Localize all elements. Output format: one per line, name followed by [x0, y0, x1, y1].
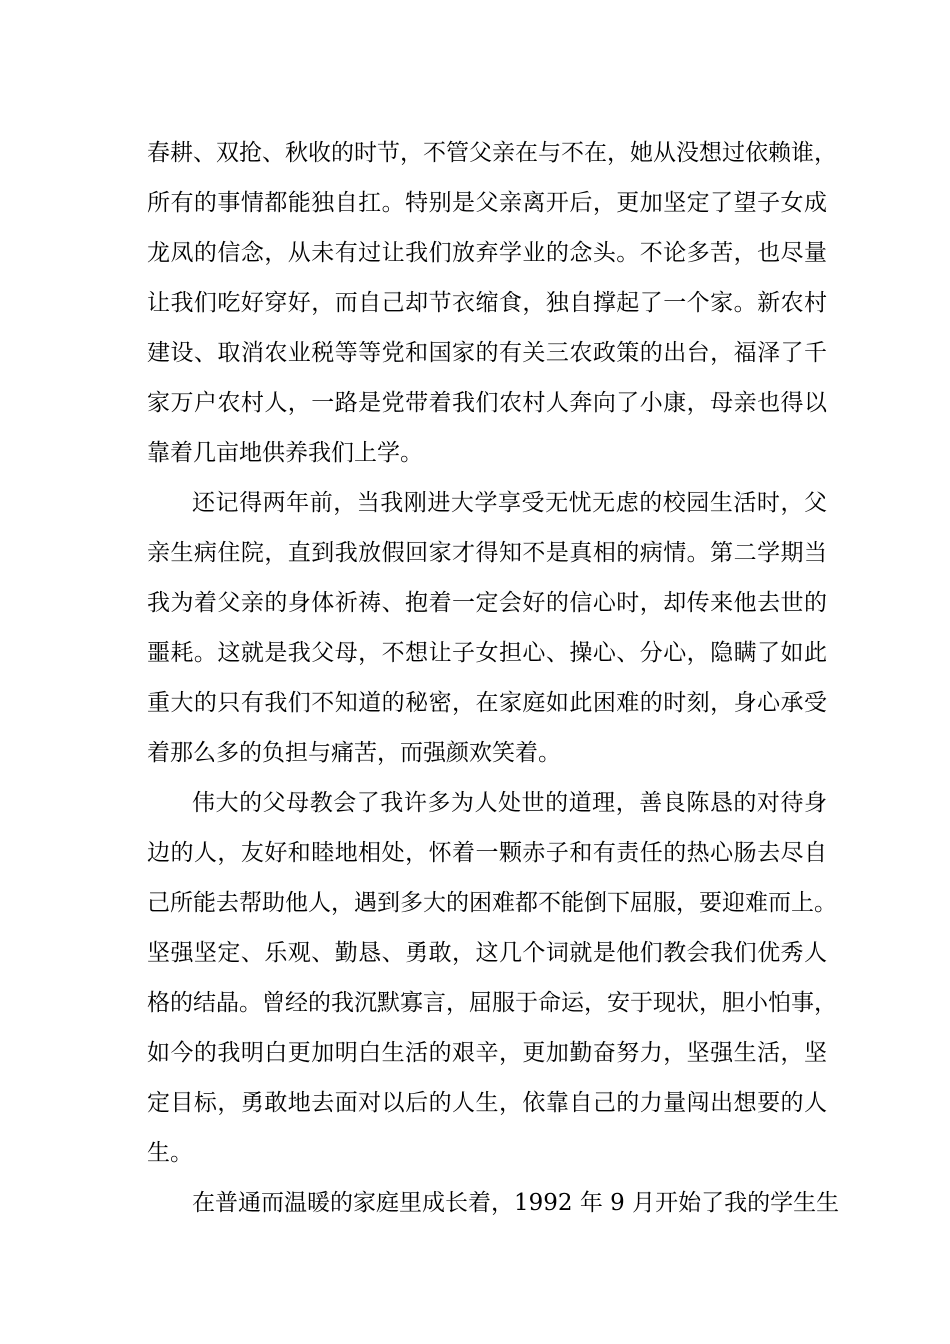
text-line: 重大的只有我们不知道的秘密，在家庭如此困难的时刻，身心承受 — [147, 690, 827, 716]
text-line: 让我们吃好穿好，而自己却节衣缩食，独自撑起了一个家。新农村 — [147, 290, 827, 316]
paragraph-2 — [147, 478, 827, 778]
text-line: 着那么多的负担与痛苦，而强颜欢笑着。 — [147, 740, 561, 766]
text-line: 格的结晶。曾经的我沉默寡言，屈服于命运，安于现状，胆小怕事， — [147, 990, 837, 1016]
text-line: 我为着父亲的身体祈祷、抱着一定会好的信心时，却传来他去世的 — [147, 590, 827, 616]
text-line: 己所能去帮助他人，遇到多大的困难都不能倒下屈服，要迎难而上。 — [147, 890, 837, 916]
text-line: 龙凤的信念，从未有过让我们放弃学业的念头。不论多苦，也尽量 — [147, 240, 827, 266]
text-line: 生。 — [147, 1140, 193, 1166]
text-line: 边的人，友好和睦地相处，怀着一颗赤子和有责任的热心肠去尽自 — [147, 840, 827, 866]
text-line: 春耕、双抢、秋收的时节，不管父亲在与不在，她从没想过依赖谁， — [147, 140, 837, 166]
text-line: 建设、取消农业税等等党和国家的有关三农政策的出台，福泽了千 — [147, 340, 827, 366]
text-line: 噩耗。这就是我父母，不想让子女担心、操心、分心，隐瞒了如此 — [147, 640, 827, 666]
text-line: 还记得两年前，当我刚进大学享受无忧无虑的校园生活时，父 — [192, 490, 827, 516]
text-line: 亲生病住院，直到我放假回家才得知不是真相的病情。第二学期当 — [147, 540, 827, 566]
text-line: 定目标，勇敢地去面对以后的人生，依靠自己的力量闯出想要的人 — [147, 1090, 827, 1116]
text-line: 靠着几亩地供养我们上学。 — [147, 440, 423, 466]
paragraph-3 — [147, 778, 837, 1178]
paragraph-4 — [147, 1178, 840, 1228]
text-line: 如今的我明白更加明白生活的艰辛，更加勤奋努力，坚强生活，坚 — [147, 1040, 827, 1066]
text-line: 家万户农村人，一路是党带着我们农村人奔向了小康，母亲也得以 — [147, 390, 827, 416]
document-body — [147, 128, 840, 1228]
text-line: 在普通而温暖的家庭里成长着，1992 年 9 月开始了我的学生生 — [192, 1190, 840, 1216]
text-line: 伟大的父母教会了我许多为人处世的道理，善良陈恳的对待身 — [192, 790, 827, 816]
text-line: 所有的事情都能独自扛。特别是父亲离开后，更加坚定了望子女成 — [147, 190, 827, 216]
text-line: 坚强坚定、乐观、勤恳、勇敢，这几个词就是他们教会我们优秀人 — [147, 940, 827, 966]
paragraph-1 — [147, 128, 837, 478]
